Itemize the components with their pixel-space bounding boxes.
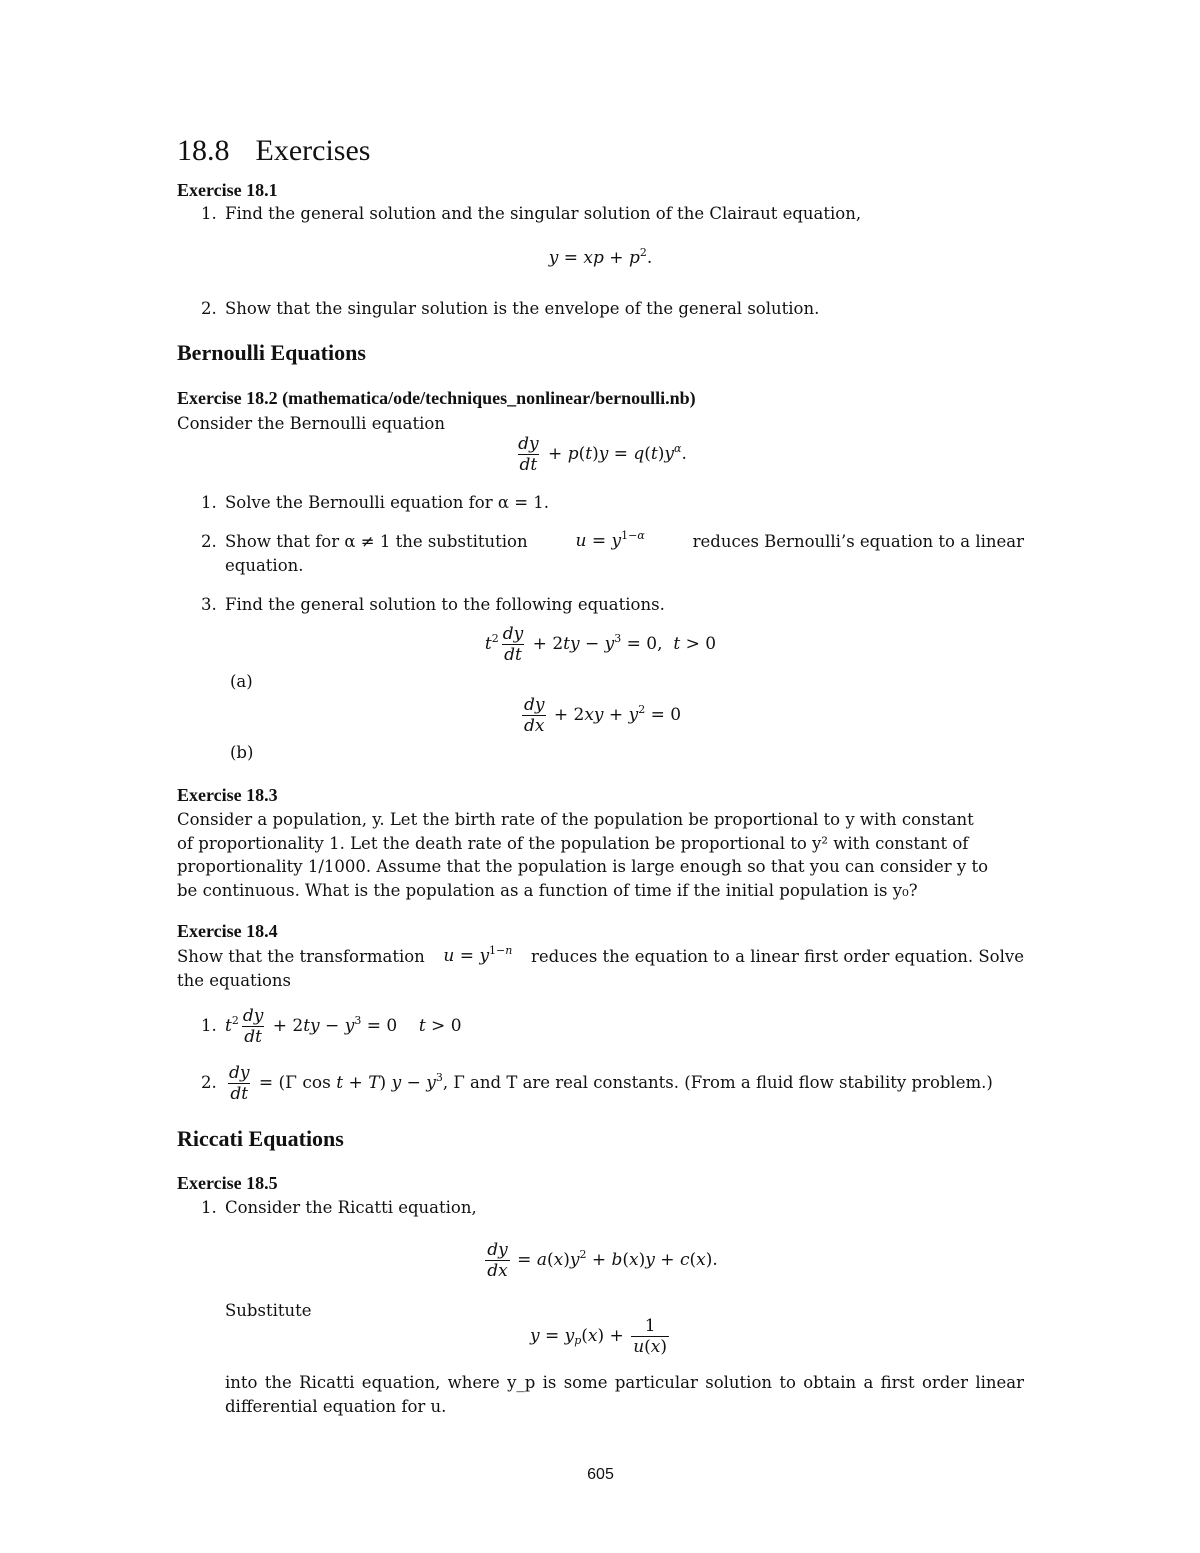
exercise-18-4-heading: Exercise 18.4 (177, 921, 278, 941)
equation-a: $t^2$ $\frac{dy}{dt}$ + $2ty - y^3 = 0$, t > 0 (484, 624, 717, 665)
bernoulli-equation: $\frac{dy}{dt}$ + $p(t)y = q(t)y^\alpha$. (518, 434, 687, 475)
exercise-18-1-heading: Exercise 18.1 (177, 180, 278, 200)
exercise-18-3-text: Consider a population, y. Let the birth rate of the population be proportional to y with constant of proportionality 1. Let the death rate of the population be proportional to y² with constant of proportionality 1/1000. Assume that the population is large enough so that you can consider y to be continuous. What is the population as a function of time if the initial population is y₀? (177, 810, 989, 900)
exercise-18-5-item-1: 1. Consider the Ricatti equation, (201, 1198, 477, 1217)
page-number: 605 (587, 1466, 614, 1483)
equation-b: $\frac{dy}{dx}$ + $2xy + y^2 = 0$ (523, 695, 682, 736)
exercise-18-4-item-1: 1. $t^2$ $\frac{dy}{dt}$ + $2ty - y^3 = 0$ t > 0 (201, 1006, 462, 1047)
exercise-18-2-intro: Consider the Bernoulli equation (177, 414, 445, 433)
substitution-equation: $y = y_p(x)$ + $\frac{1}{u(x)}$ (529, 1316, 668, 1357)
exercise-18-4-text: Show that the transformation $u = y^{1-n}$ reduces the equation to a linear first order equation. Solve the equations (177, 944, 1024, 990)
document-page (177, 0, 1024, 1553)
exercise-18-2-heading: Exercise 18.2 (mathematica/ode/techniques_nonlinear/bernoulli.nb) (177, 388, 696, 408)
substitute-label: Substitute (225, 1301, 312, 1320)
exercise-18-4-item-2: 2. $\frac{dy}{dt}$ = (Γ cos t + T) $y - y^3$, Γ and T are real constants. (From a fluid flow stability problem.) (201, 1063, 993, 1104)
riccati-after-text: into the Ricatti equation, where y_p is some particular solution to obtain a first order linear differential equation for u. (225, 1373, 1024, 1416)
exercise-18-1-item-1: 1. Find the general solution and the singular solution of the Clairaut equation, (201, 204, 862, 223)
exercise-18-2-item-2: 2. Show that for α ≠ 1 the substitution $u = y^{1-\alpha}$ reduces Bernoulli’s equation to a linear equation. (201, 529, 1024, 575)
section-name: Exercises (255, 134, 371, 167)
exercise-18-5-heading: Exercise 18.5 (177, 1173, 278, 1193)
exercise-18-2-item-1: 1. Solve the Bernoulli equation for α = 1. (201, 493, 550, 512)
exercise-18-2-item-3: 3. Find the general solution to the following equations. (201, 595, 665, 614)
exercise-18-3-heading: Exercise 18.3 (177, 785, 278, 805)
exercise-18-1-item-2: 2. Show that the singular solution is the envelope of the general solution. (201, 299, 820, 318)
label-a: (a) (230, 672, 253, 691)
section-number: 18.8 (177, 134, 230, 167)
label-b: (b) (230, 743, 254, 762)
clairaut-equation: y = xp + $p^2$. (548, 246, 653, 268)
section-title (177, 134, 370, 168)
bernoulli-heading: Bernoulli Equations (177, 340, 366, 365)
riccati-heading: Riccati Equations (177, 1126, 344, 1151)
riccati-equation: $\frac{dy}{dx}$ = $a(x)y^2 + b(x)y + c(x)$. (487, 1240, 718, 1281)
